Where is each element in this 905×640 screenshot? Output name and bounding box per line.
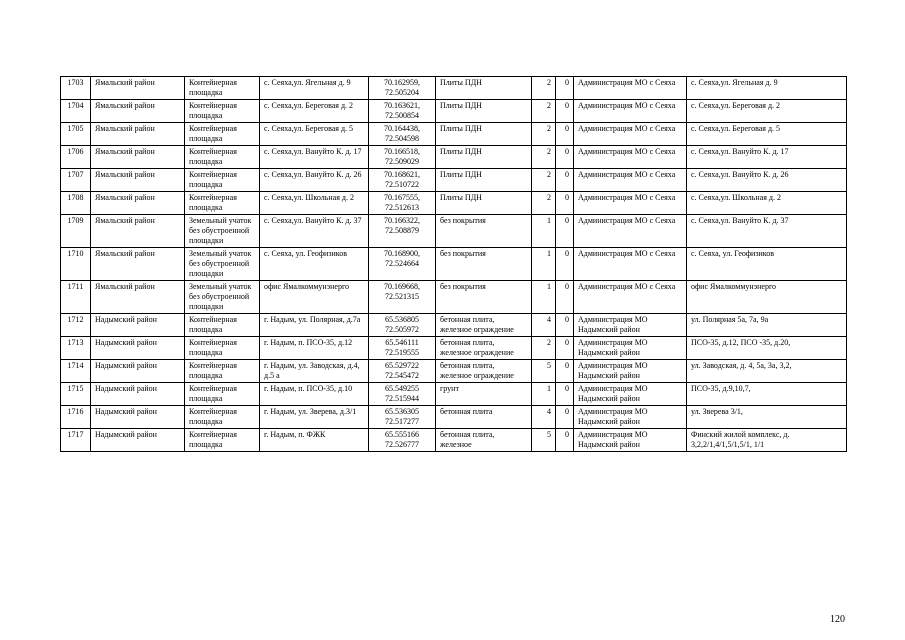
- district-cell: Ямальский район: [91, 248, 185, 281]
- planned-count-cell: 0: [556, 248, 574, 281]
- planned-count-cell: 0: [556, 123, 574, 146]
- planned-count-cell: 0: [556, 77, 574, 100]
- waste-sources-cell: с. Сеяха,ул. Вануйто К. д. 17: [687, 146, 847, 169]
- site-type-cell: Контейнерная площадка: [185, 360, 260, 383]
- owner-cell: Администрация МО с Сеяха: [574, 123, 687, 146]
- registry-table: [60, 76, 847, 452]
- site-type-cell: Контейнерная площадка: [185, 314, 260, 337]
- address-cell: г. Надым, ул. Заводская, д.4, д.5 а: [260, 360, 369, 383]
- waste-sources-cell: ул. Полярная 5а, 7а, 9а: [687, 314, 847, 337]
- container-count-cell: 4: [532, 314, 556, 337]
- planned-count-cell: 0: [556, 383, 574, 406]
- owner-cell: Администрация МО с Сеяха: [574, 169, 687, 192]
- table-row: [61, 123, 847, 146]
- surface-type-cell: Плиты ПДН: [436, 192, 532, 215]
- waste-sources-cell: ПСО-35, д.12, ПСО -35, д.20,: [687, 337, 847, 360]
- container-count-cell: 2: [532, 192, 556, 215]
- surface-type-cell: бетонная плита, железное ограждение: [436, 337, 532, 360]
- coordinates-cell: 65.536805 72.505972: [369, 314, 436, 337]
- address-cell: с. Сеяха,ул. Береговая д. 2: [260, 100, 369, 123]
- district-cell: Надымский район: [91, 383, 185, 406]
- district-cell: Ямальский район: [91, 169, 185, 192]
- record-number-cell: 1707: [61, 169, 91, 192]
- owner-cell: Администрация МО с Сеяха: [574, 215, 687, 248]
- record-number-cell: 1715: [61, 383, 91, 406]
- surface-type-cell: бетонная плита, железное ограждение: [436, 314, 532, 337]
- record-number-cell: 1716: [61, 406, 91, 429]
- coordinates-cell: 70.162959, 72.505204: [369, 77, 436, 100]
- waste-sources-cell: ул. Заводская, д. 4, 5а, 3а, 3,2,: [687, 360, 847, 383]
- container-count-cell: 2: [532, 123, 556, 146]
- surface-type-cell: без покрытия: [436, 215, 532, 248]
- owner-cell: Администрация МО с Сеяха: [574, 192, 687, 215]
- waste-sources-cell: с. Сеяха,ул. Вануйто К. д. 37: [687, 215, 847, 248]
- table-row: [61, 100, 847, 123]
- coordinates-cell: 70.163621, 72.500854: [369, 100, 436, 123]
- address-cell: г. Надым, п. ФЖК: [260, 429, 369, 452]
- owner-cell: Администрация МО с Сеяха: [574, 281, 687, 314]
- address-cell: г. Надым, п. ПСО-35, д.12: [260, 337, 369, 360]
- waste-sources-cell: с. Сеяха, ул. Геофизиков: [687, 248, 847, 281]
- waste-sources-cell: с. Сеяха,ул. Вануйто К. д. 26: [687, 169, 847, 192]
- planned-count-cell: 0: [556, 192, 574, 215]
- planned-count-cell: 0: [556, 429, 574, 452]
- table-row: [61, 383, 847, 406]
- coordinates-cell: 65.549255 72.515944: [369, 383, 436, 406]
- table-row: [61, 337, 847, 360]
- district-cell: Ямальский район: [91, 281, 185, 314]
- table-row: [61, 77, 847, 100]
- container-count-cell: 2: [532, 146, 556, 169]
- surface-type-cell: грунт: [436, 383, 532, 406]
- site-type-cell: Земельный учаток без обустроенной площадки: [185, 215, 260, 248]
- container-count-cell: 4: [532, 406, 556, 429]
- planned-count-cell: 0: [556, 314, 574, 337]
- waste-sources-cell: ул. Зверева 3/1,: [687, 406, 847, 429]
- owner-cell: Администрация МО с Сеяха: [574, 146, 687, 169]
- site-type-cell: Контейнерная площадка: [185, 100, 260, 123]
- planned-count-cell: 0: [556, 281, 574, 314]
- surface-type-cell: Плиты ПДН: [436, 77, 532, 100]
- record-number-cell: 1703: [61, 77, 91, 100]
- record-number-cell: 1711: [61, 281, 91, 314]
- district-cell: Ямальский район: [91, 123, 185, 146]
- address-cell: с. Сеяха,ул. Ягельная д. 9: [260, 77, 369, 100]
- site-type-cell: Контейнерная площадка: [185, 383, 260, 406]
- district-cell: Ямальский район: [91, 215, 185, 248]
- container-count-cell: 2: [532, 169, 556, 192]
- table-row: [61, 406, 847, 429]
- waste-sources-cell: с. Сеяха,ул. Береговая д. 5: [687, 123, 847, 146]
- site-type-cell: Земельный учаток без обустроенной площадки: [185, 281, 260, 314]
- table-row: [61, 360, 847, 383]
- district-cell: Ямальский район: [91, 100, 185, 123]
- district-cell: Надымский район: [91, 406, 185, 429]
- address-cell: с. Сеяха,ул. Береговая д. 5: [260, 123, 369, 146]
- coordinates-cell: 70.168900, 72.524664: [369, 248, 436, 281]
- owner-cell: Администрация МО с Сеяха: [574, 248, 687, 281]
- planned-count-cell: 0: [556, 100, 574, 123]
- surface-type-cell: без покрытия: [436, 248, 532, 281]
- container-count-cell: 2: [532, 100, 556, 123]
- owner-cell: Администрация МО Надымский район: [574, 360, 687, 383]
- district-cell: Надымский район: [91, 360, 185, 383]
- coordinates-cell: 65.529722 72.545472: [369, 360, 436, 383]
- waste-sources-cell: офис Ямалкоммунэнерго: [687, 281, 847, 314]
- district-cell: Ямальский район: [91, 146, 185, 169]
- container-count-cell: 1: [532, 281, 556, 314]
- district-cell: Надымский район: [91, 337, 185, 360]
- container-count-cell: 1: [532, 248, 556, 281]
- surface-type-cell: Плиты ПДН: [436, 169, 532, 192]
- waste-sources-cell: с. Сеяха,ул. Ягельная д. 9: [687, 77, 847, 100]
- coordinates-cell: 70.168621, 72.510722: [369, 169, 436, 192]
- planned-count-cell: 0: [556, 169, 574, 192]
- surface-type-cell: бетонная плита, железное: [436, 429, 532, 452]
- surface-type-cell: Плиты ПДН: [436, 123, 532, 146]
- district-cell: Надымский район: [91, 314, 185, 337]
- container-count-cell: 5: [532, 429, 556, 452]
- container-count-cell: 1: [532, 383, 556, 406]
- record-number-cell: 1705: [61, 123, 91, 146]
- table-row: [61, 215, 847, 248]
- address-cell: с. Сеяха,ул. Вануйто К. д. 17: [260, 146, 369, 169]
- waste-sources-cell: ПСО-35, д.9,10,7,: [687, 383, 847, 406]
- container-count-cell: 2: [532, 337, 556, 360]
- table-row: [61, 281, 847, 314]
- waste-sources-cell: с. Сеяха,ул. Школьная д. 2: [687, 192, 847, 215]
- site-type-cell: Контейнерная площадка: [185, 406, 260, 429]
- district-cell: Ямальский район: [91, 77, 185, 100]
- container-count-cell: 5: [532, 360, 556, 383]
- district-cell: Надымский район: [91, 429, 185, 452]
- table-row: [61, 192, 847, 215]
- site-type-cell: Контейнерная площадка: [185, 77, 260, 100]
- owner-cell: Администрация МО Надымский район: [574, 383, 687, 406]
- address-cell: с. Сеяха,ул. Школьная д. 2: [260, 192, 369, 215]
- coordinates-cell: 70.166322, 72.508879: [369, 215, 436, 248]
- table-row: [61, 314, 847, 337]
- surface-type-cell: Плиты ПДН: [436, 100, 532, 123]
- site-type-cell: Земельный учаток без обустроенной площадки: [185, 248, 260, 281]
- site-type-cell: Контейнерная площадка: [185, 429, 260, 452]
- site-type-cell: Контейнерная площадка: [185, 192, 260, 215]
- surface-type-cell: без покрытия: [436, 281, 532, 314]
- container-count-cell: 1: [532, 215, 556, 248]
- record-number-cell: 1712: [61, 314, 91, 337]
- address-cell: г. Надым, ул. Зверева, д.3/1: [260, 406, 369, 429]
- district-cell: Ямальский район: [91, 192, 185, 215]
- coordinates-cell: 65.546111 72.519555: [369, 337, 436, 360]
- owner-cell: Администрация МО Надымский район: [574, 314, 687, 337]
- record-number-cell: 1709: [61, 215, 91, 248]
- site-type-cell: Контейнерная площадка: [185, 146, 260, 169]
- table-row: [61, 146, 847, 169]
- owner-cell: Администрация МО с Сеяха: [574, 77, 687, 100]
- address-cell: с. Сеяха,ул. Вануйто К. д. 37: [260, 215, 369, 248]
- site-type-cell: Контейнерная площадка: [185, 123, 260, 146]
- table-row: [61, 248, 847, 281]
- coordinates-cell: 65.555166 72.526777: [369, 429, 436, 452]
- coordinates-cell: 70.166518, 72.509029: [369, 146, 436, 169]
- address-cell: офис Ямалкоммунэнерго: [260, 281, 369, 314]
- surface-type-cell: Плиты ПДН: [436, 146, 532, 169]
- waste-sources-cell: Финский жилой комплекс, д. 3,2,2/1,4/1,5/1,5/1, 1/1: [687, 429, 847, 452]
- site-type-cell: Контейнерная площадка: [185, 169, 260, 192]
- coordinates-cell: 70.169668, 72.521315: [369, 281, 436, 314]
- record-number-cell: 1708: [61, 192, 91, 215]
- owner-cell: Администрация МО Надымский район: [574, 337, 687, 360]
- waste-sources-cell: с. Сеяха,ул. Береговая д. 2: [687, 100, 847, 123]
- coordinates-cell: 70.167555, 72.512613: [369, 192, 436, 215]
- record-number-cell: 1713: [61, 337, 91, 360]
- planned-count-cell: 0: [556, 146, 574, 169]
- address-cell: с. Сеяха,ул. Вануйто К. д. 26: [260, 169, 369, 192]
- address-cell: г. Надым, п. ПСО-35, д.10: [260, 383, 369, 406]
- site-type-cell: Контейнерная площадка: [185, 337, 260, 360]
- record-number-cell: 1717: [61, 429, 91, 452]
- page-number: 120: [830, 614, 845, 625]
- surface-type-cell: бетонная плита: [436, 406, 532, 429]
- record-number-cell: 1710: [61, 248, 91, 281]
- owner-cell: Администрация МО Надымский район: [574, 429, 687, 452]
- planned-count-cell: 0: [556, 406, 574, 429]
- record-number-cell: 1714: [61, 360, 91, 383]
- planned-count-cell: 0: [556, 360, 574, 383]
- planned-count-cell: 0: [556, 337, 574, 360]
- surface-type-cell: бетонная плита, железное ограждение: [436, 360, 532, 383]
- owner-cell: Администрация МО Надымский район: [574, 406, 687, 429]
- planned-count-cell: 0: [556, 215, 574, 248]
- record-number-cell: 1704: [61, 100, 91, 123]
- coordinates-cell: 65.536305 72.517277: [369, 406, 436, 429]
- address-cell: с. Сеяха, ул. Геофизиков: [260, 248, 369, 281]
- container-count-cell: 2: [532, 77, 556, 100]
- table-row: [61, 429, 847, 452]
- table-row: [61, 169, 847, 192]
- record-number-cell: 1706: [61, 146, 91, 169]
- table-body: [61, 77, 847, 452]
- owner-cell: Администрация МО с Сеяха: [574, 100, 687, 123]
- coordinates-cell: 70.164438, 72.504598: [369, 123, 436, 146]
- address-cell: г. Надым, ул. Полярная, д.7а: [260, 314, 369, 337]
